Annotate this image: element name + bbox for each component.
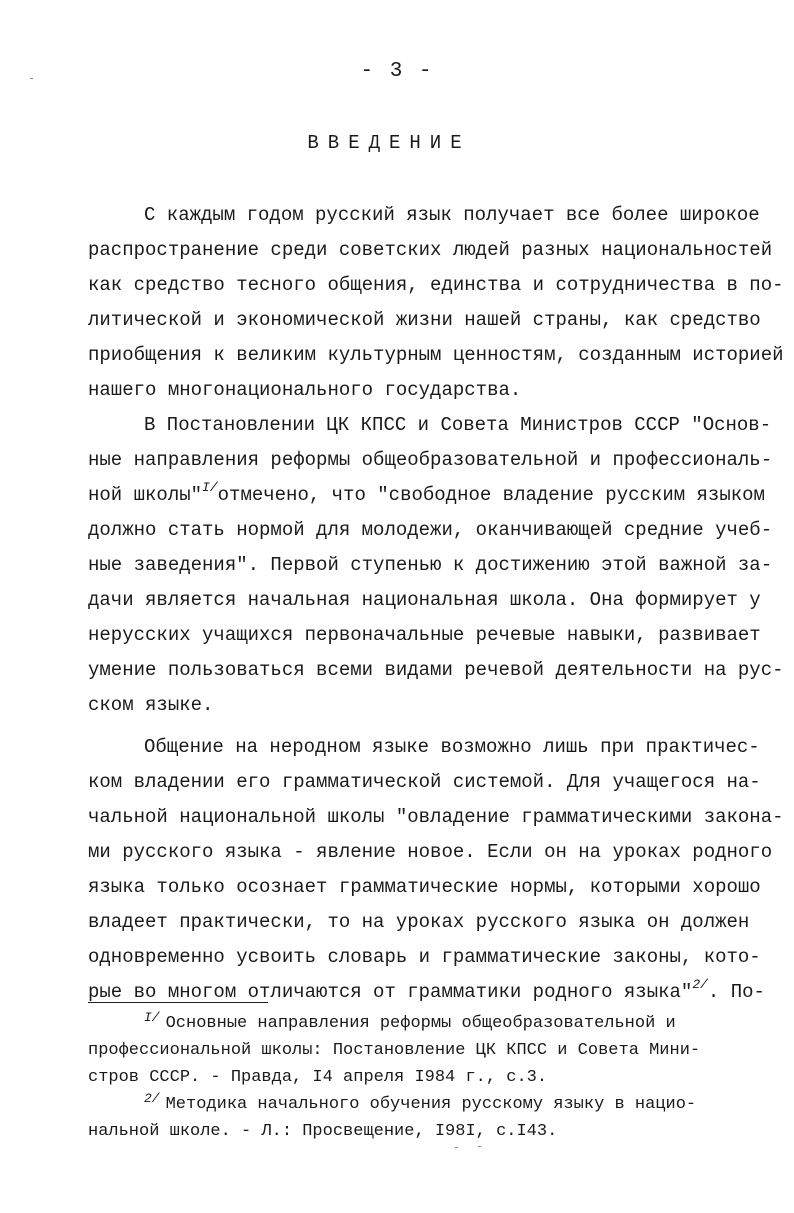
paragraph-line: ные заведения". Первой ступенью к достижению этой важной за- <box>88 554 773 576</box>
paragraph-3 <box>88 730 784 1010</box>
text-fragment: отмечено, что "свободное владение русским языком <box>217 484 765 506</box>
text-fragment: ной школы" <box>88 484 203 506</box>
footnote-divider <box>88 1002 268 1003</box>
paragraph-line: ми русского языка - явление новое. Если он на уроках родного <box>88 841 773 863</box>
footnote-reference: I/ <box>202 480 218 495</box>
paragraph-line: нерусских учащихся первоначальные речевые навыки, развивает <box>88 624 761 646</box>
footnote-mark: I/ <box>144 1010 160 1025</box>
paragraph-line: Общение на неродном языке возможно лишь при практичес- <box>144 736 760 758</box>
scan-speck <box>455 1147 458 1148</box>
paragraph-line: должно стать нормой для молодежи, оканчивающей средние учеб- <box>88 519 773 541</box>
footnote-mark: 2/ <box>144 1091 160 1106</box>
footnote-1-line <box>88 1010 748 1037</box>
footnote-1-line: профессиональной школы: Постановление ЦК КПСС и Совета Мини- <box>88 1041 701 1060</box>
paragraph-line: языка только осознает грамматические нормы, которыми хорошо <box>88 876 761 898</box>
text-fragment: рые во многом отличаются от грамматики родного языка" <box>88 981 693 1003</box>
section-heading: ВВЕДЕНИЕ <box>307 132 471 154</box>
paragraph-line: одновременно усвоить словарь и грамматические законы, кото- <box>88 946 761 968</box>
page-number: - 3 - <box>360 60 434 83</box>
paragraph-line <box>88 975 765 1010</box>
footnote-2-line <box>88 1091 748 1118</box>
footnote-reference: 2/ <box>692 977 708 992</box>
footnote-2-line: нальной школе. - Л.: Просвещение, I98I, с.I43. <box>88 1122 558 1141</box>
paragraph-line <box>88 478 765 513</box>
paragraph-line: владеет практически, то на уроках русского языка он должен <box>88 911 750 933</box>
paragraph-line: распространение среди советских людей разных национальностей <box>88 239 773 261</box>
paragraph-line: ные направления реформы общеобразовательной и профессиональ- <box>88 449 773 471</box>
scan-speck <box>30 78 33 79</box>
footnote-1-line: стров СССР. - Правда, I4 апреля I984 г., с.3. <box>88 1068 548 1087</box>
paragraph-line: ком владении его грамматической системой. Для учащегося на- <box>88 771 761 793</box>
paragraph-line: как средство тесного общения, единства и сотрудничества в по- <box>88 274 784 296</box>
text-fragment: Методика начального обучения русскому языку в нацио- <box>165 1095 697 1114</box>
paragraph-line: чальной национальной школы "овладение грамматическими закона- <box>88 806 784 828</box>
footnotes <box>88 1010 748 1145</box>
paragraph-2 <box>88 408 784 723</box>
paragraph-line: нашего многонационального государства. <box>88 379 522 401</box>
paragraph-line: С каждым годом русский язык получает все более широкое <box>144 204 760 226</box>
scan-speck <box>478 1146 481 1147</box>
paragraph-1 <box>88 198 784 408</box>
paragraph-line: ском языке. <box>88 694 214 716</box>
paragraph-line: приобщения к великим культурным ценностям, созданным историей <box>88 344 784 366</box>
paragraph-line: умение пользоваться всеми видами речевой деятельности на рус- <box>88 659 784 681</box>
paragraph-line: В Постановлении ЦК КПСС и Совета Министров СССР "Основ- <box>144 414 772 436</box>
paragraph-line: литической и экономической жизни нашей страны, как средство <box>88 309 761 331</box>
text-fragment: . По- <box>707 981 765 1003</box>
text-fragment: Основные направления реформы общеобразовательной и <box>165 1014 676 1033</box>
paragraph-line: дачи является начальная национальная школа. Она формирует у <box>88 589 761 611</box>
